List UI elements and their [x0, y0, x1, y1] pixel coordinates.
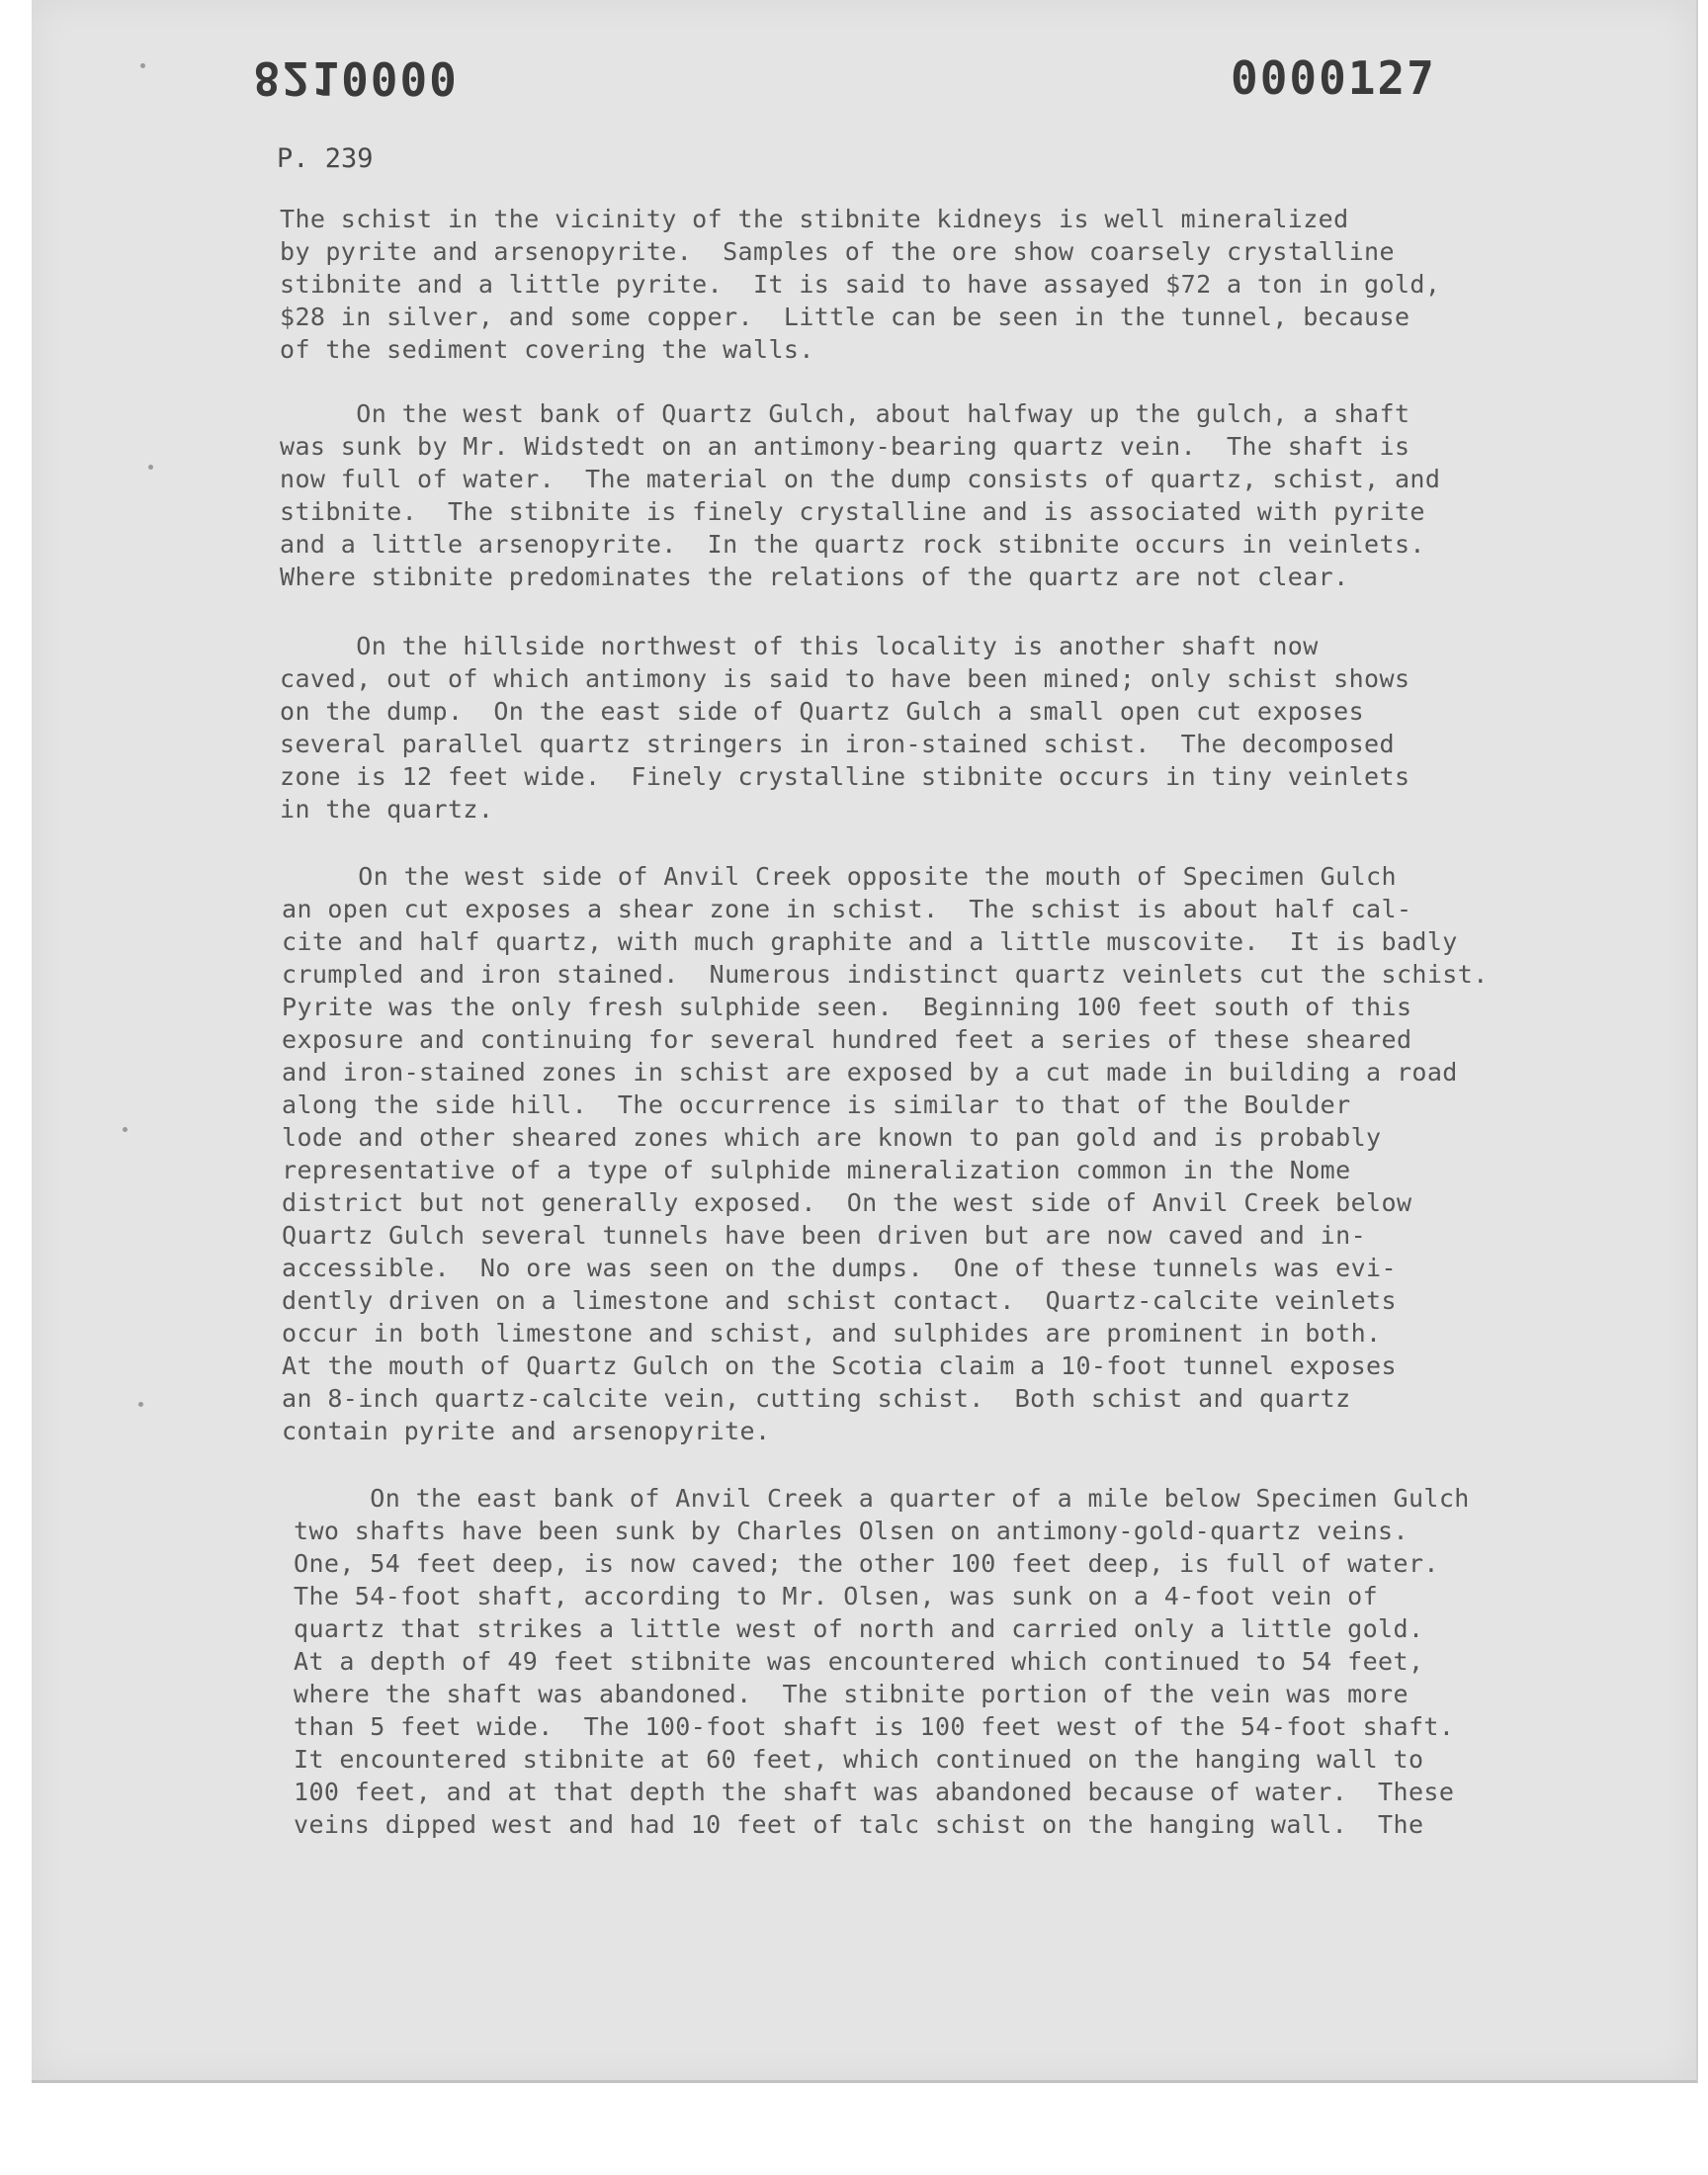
paragraph-4: On the west side of Anvil Creek opposite the mouth of Specimen Gulch an open cut exposes a shear zone in schist. The schist is about half cal- cite and half quartz, with much graphite and a little muscovite. It is badly crumpled and iron stained. Numerous indistinct quartz veinlets cut the schist. Pyrite was the only fresh sulphide seen. Beginning 100 feet south of this exposure and continuing for several hundred feet a series of these sheared and iron-stained zones in schist are exposed by a cut made in building a road along the side hill. The occurrence is similar to that of the Boulder lode and other sheared zones which are known to pan gold and is probably representative of a type of sulphide mineralization common in the Nome district but not generally exposed. On the west side of Anvil Creek below Quartz Gulch several tunnels have been driven but are now caved and in- accessible. No ore was seen on the dumps. One of these tunnels was evi- dently driven on a limestone and schist contact. Quartz-calcite veinlets occur in both limestone and schist, and sulphides are prominent in both. At the mouth of Quartz Gulch on the Scotia claim a 10-foot tunnel exposes an 8-inch quartz-calcite vein, cutting schist. Both schist and quartz contain pyrite and arsenopyrite.: [282, 862, 1489, 1445]
paragraph-2: On the west bank of Quartz Gulch, about halfway up the gulch, a shaft was sunk by Mr. Widstedt on an antimony-bearing quartz vein. The shaft is now full of water. The material on the dump consists of quartz, schist, and stibnite. The stibnite is finely crystalline and is associated with pyrite and a little arsenopyrite. In the quartz rock stibnite occurs in veinlets. Where stibnite predominates the relations of the quartz are not clear.: [280, 399, 1441, 591]
scan-speck: [148, 465, 153, 470]
paragraph-1: The schist in the vicinity of the stibnite kidneys is well mineralized by pyrite and arsenopyrite. Samples of the ore show coarsely crystalline stibnite and a little pyrite. It is said to have assayed $72 a ton in gold, $28 in silver, and some copper. Little can be seen in the tunnel, because of the sediment covering the walls.: [280, 205, 1441, 364]
page-reference: P. 239: [277, 143, 374, 174]
paragraph-5: On the east bank of Anvil Creek a quarter of a mile below Specimen Gulch two shafts have been sunk by Charles Olsen on antimony-gold-quartz veins. One, 54 feet deep, is now caved; the other 100 feet deep, is full of water. The 54-foot shaft, according to Mr. Olsen, was sunk on a 4-foot vein of quartz that strikes a little west of north and carried only a little gold. At a depth of 49 feet stibnite was encountered which continued to 54 feet, where the shaft was abandoned. The stibnite portion of the vein was more than 5 feet wide. The 100-foot shaft is 100 feet west of the 54-foot shaft. It encountered stibnite at 60 feet, which continued on the hanging wall to 100 feet, and at that depth the shaft was abandoned because of water. These veins dipped west and had 10 feet of talc schist on the hanging wall. The: [294, 1484, 1470, 1839]
archive-stamp-right: 0000127: [1231, 51, 1436, 105]
scan-speck: [123, 1127, 128, 1132]
scan-speck: [138, 1402, 143, 1407]
paragraph-3: On the hillside northwest of this locality is another shaft now caved, out of which antimony is said to have been mined; only schist shows on the dump. On the east side of Quartz Gulch a small open cut exposes several parallel quartz stringers in iron-stained schist. The decomposed zone is 12 feet wide. Finely crystalline stibnite occurs in tiny veinlets in the quartz.: [280, 632, 1410, 824]
scan-speck: [140, 63, 145, 68]
archive-stamp-left: 8210000: [253, 51, 459, 105]
